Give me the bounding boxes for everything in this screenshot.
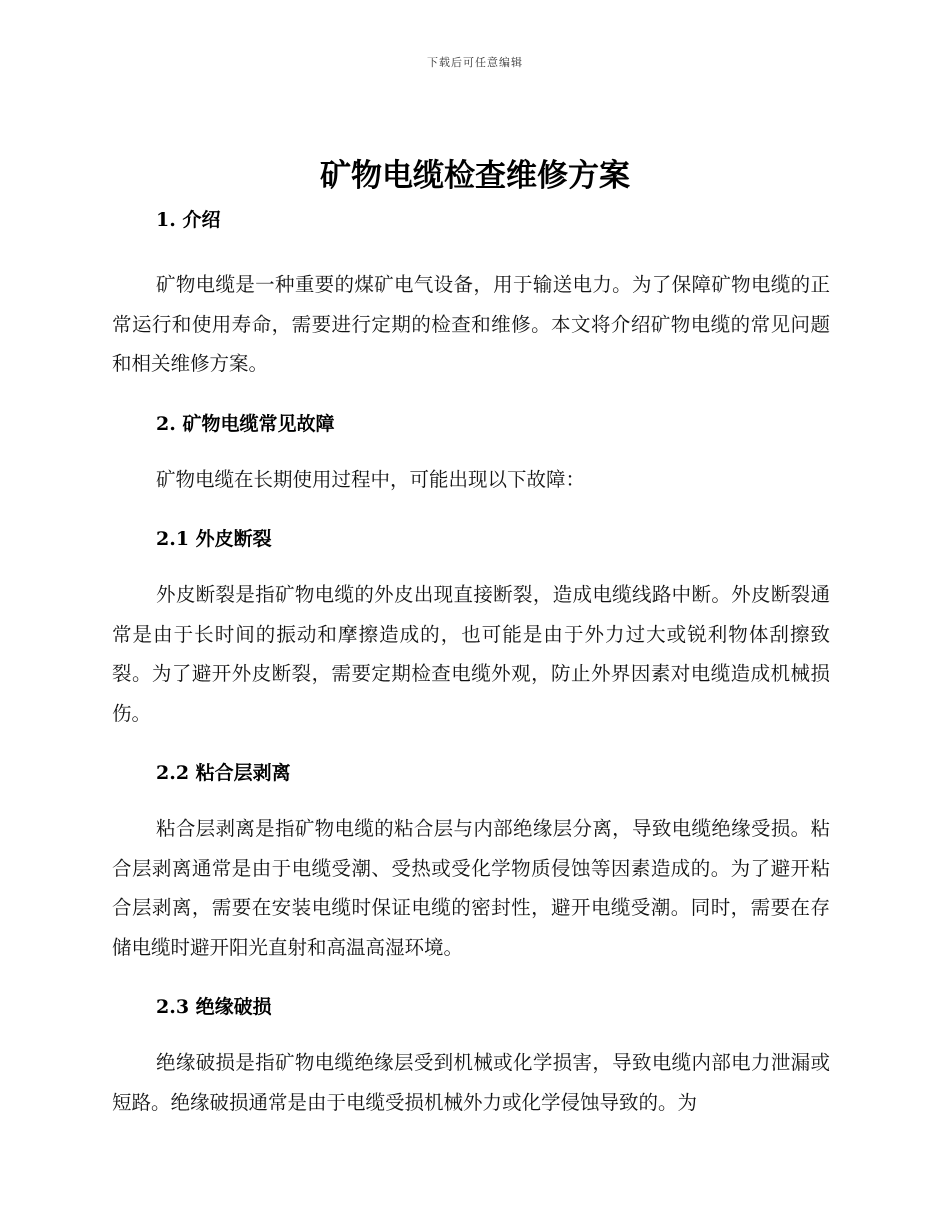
document-body [112,200,830,1122]
section-heading: 2.3 绝缘破损 [156,996,272,1018]
section-sheath-fracture [112,519,830,733]
section-paragraph: 粘合层剥离是指矿物电缆的粘合层与内部绝缘层分离，导致电缆绝缘受损。粘合层剥离通常是由于电缆受潮、受热或受化学物质侵蚀等因素造成的。为了避开粘合层剥离，需要在安装电缆时保证电缆的密封性，避开电缆受潮。同时，需要在存储电缆时避开阳光直射和高温高湿环境。 [112,817,830,959]
section-bonding-layer-peeling [112,753,830,967]
section-paragraph: 外皮断裂是指矿物电缆的外皮出现直接断裂，造成电缆线路中断。外皮断裂通常是由于长时间的振动和摩擦造成的，也可能是由于外力过大或锐利物体刮擦致裂。为了避开外皮断裂，需要定期检查电缆外观，防止外界因素对电缆造成机械损伤。 [112,583,830,725]
section-common-faults [112,404,830,500]
section-insulation-damage [112,987,830,1122]
section-paragraph: 矿物电缆在长期使用过程中，可能出现以下故障： [156,467,586,491]
document-title: 矿物电缆检查维修方案 [320,158,630,194]
section-introduction [112,200,830,384]
section-heading: 2.2 粘合层剥离 [156,762,291,784]
section-paragraph: 矿物电缆是一种重要的煤矿电气设备，用于输送电力。为了保障矿物电缆的正常运行和使用寿命，需要进行定期的检查和维修。本文将介绍矿物电缆的常见问题和相关维修方案。 [112,273,830,375]
section-heading: 2. 矿物电缆常见故障 [156,412,335,435]
page-header-note: 下载后可任意编辑 [427,56,523,69]
section-paragraph: 绝缘破损是指矿物电缆绝缘层受到机械或化学损害，导致电缆内部电力泄漏或短路。绝缘破损通常是由于电缆受损机械外力或化学侵蚀导致的。为 [112,1051,830,1114]
section-heading: 1. 介绍 [156,209,221,231]
section-heading: 2.1 外皮断裂 [156,528,272,550]
